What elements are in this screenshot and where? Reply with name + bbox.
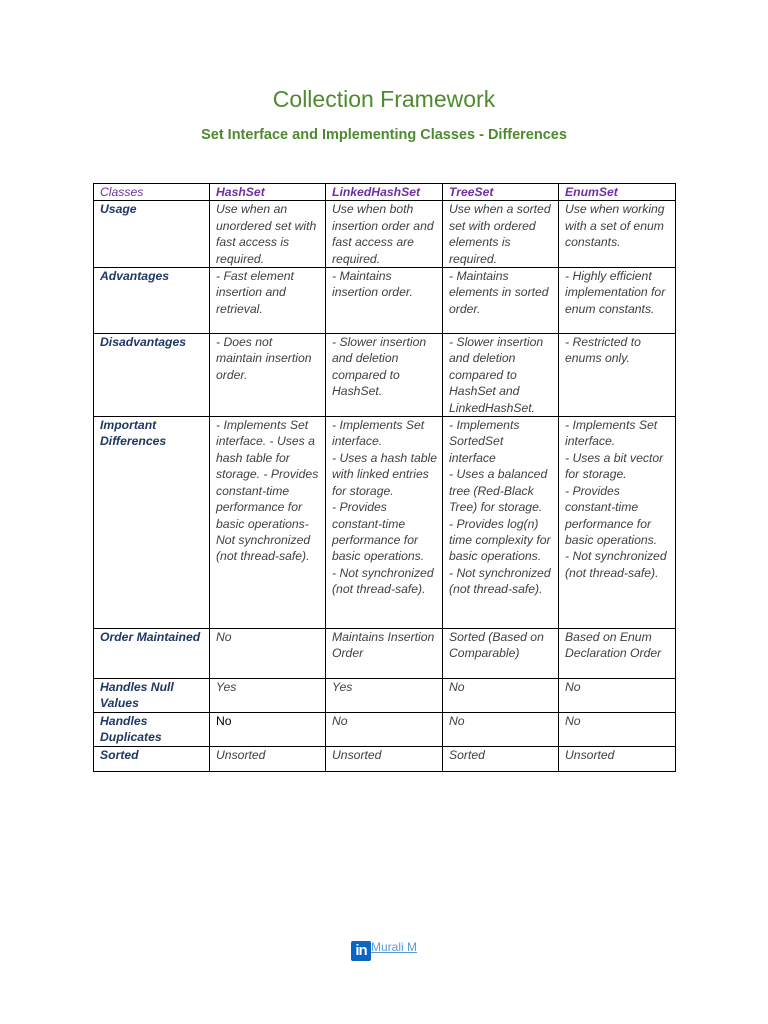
table-cell: Based on Enum Declaration Order [559,629,676,679]
table-cell: Unsorted [210,746,326,771]
table-cell: Unsorted [326,746,443,771]
table-cell: Use when working with a set of enum constants. [559,201,676,268]
table-cell: - Maintains insertion order. [326,268,443,334]
row-header: Usage [94,201,210,268]
column-header: TreeSet [443,184,559,201]
table-header-row [94,184,676,201]
table-cell: - Maintains elements in sorted order. [443,268,559,334]
row-header: Disadvantages [94,334,210,417]
comparison-table [93,183,676,772]
table-row [94,679,676,713]
column-header: LinkedHashSet [326,184,443,201]
table-cell: Sorted (Based on Comparable) [443,629,559,679]
table-cell: - Restricted to enums only. [559,334,676,417]
table-row [94,334,676,417]
table-cell: Use when an unordered set with fast access is required. [210,201,326,268]
table-cell: Maintains Insertion Order [326,629,443,679]
table-cell: No [326,712,443,746]
row-header: Order Maintained [94,629,210,679]
table-row [94,268,676,334]
table-cell: - Does not maintain insertion order. [210,334,326,417]
page-title: Collection Framework [272,86,496,112]
table-cell: Yes [326,679,443,713]
table-cell: Use when both insertion order and fast access are required. [326,201,443,268]
table-cell: No [443,679,559,713]
table-cell: - Implements Set interface. - Uses a hash table for storage. - Provides constant-time performance for basic operations- Not synchronized (not thread-safe). [210,417,326,629]
table-cell: No [559,712,676,746]
table-row [94,417,676,629]
column-header: HashSet [210,184,326,201]
table-cell: - Slower insertion and deletion compared to HashSet. [326,334,443,417]
row-header: Sorted [94,746,210,771]
row-header: Important Differences [94,417,210,629]
table-cell: - Implements Set interface. - Uses a bit vector for storage. - Provides constant-time performance for basic operations. - Not synchronized (not thread-safe). [559,417,676,629]
column-header: EnumSet [559,184,676,201]
row-header: Handles Null Values [94,679,210,713]
table-cell: - Slower insertion and deletion compared to HashSet and LinkedHashSet. [443,334,559,417]
table-row [94,712,676,746]
table-cell: No [210,712,326,746]
table-cell: - Highly efficient implementation for enum constants. [559,268,676,334]
linkedin-icon[interactable]: in [351,941,371,961]
column-header: Classes [94,184,210,201]
table-cell: Yes [210,679,326,713]
table-cell: Unsorted [559,746,676,771]
table-cell: - Fast element insertion and retrieval. [210,268,326,334]
table-row [94,201,676,268]
footer [0,940,768,961]
table-cell: No [210,629,326,679]
author-link[interactable]: Murali M [370,940,417,954]
table-cell: - Implements SortedSet interface - Uses a balanced tree (Red-Black Tree) for storage. - Provides log(n) time complexity for basic operations. - Not synchronized (not thread-safe). [443,417,559,629]
table-cell: Sorted [443,746,559,771]
row-header: Handles Duplicates [94,712,210,746]
table-cell: No [559,679,676,713]
page-subtitle: Set Interface and Implementing Classes - Differences [201,127,567,143]
table-row [94,746,676,771]
row-header: Advantages [94,268,210,334]
table-cell: No [443,712,559,746]
table-cell: - Implements Set interface. - Uses a hash table with linked entries for storage. - Provides constant-time performance for basic operations. - Not synchronized (not thread-safe). [326,417,443,629]
table-cell: Use when a sorted set with ordered elements is required. [443,201,559,268]
table-row [94,629,676,679]
